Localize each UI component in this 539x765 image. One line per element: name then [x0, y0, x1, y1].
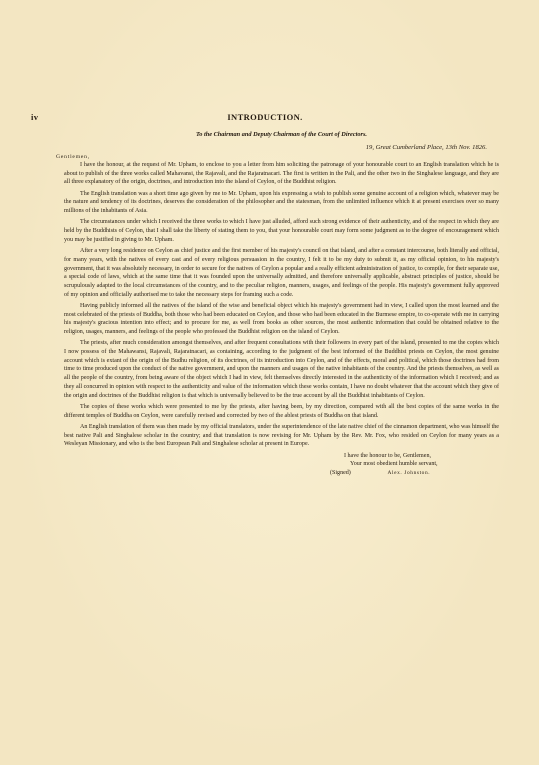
letter-body [64, 161, 499, 449]
paragraph: An English translation of them was then made by my official translators, under the superintendence of the late native chief of the cinnamon department, who was himself the best native Pali and Singhalese scholar in the country; and that translation is now revising for Mr. Upham by the Rev. Mr. Fox, who resided on Ceylon for many years as a Wesleyan Missionary, and who is the best European Pali and Singhalese scholar at present in Europe. [64, 423, 499, 448]
signer-name: Alex. Johnston. [387, 469, 431, 476]
paragraph: Having publicly informed all the natives of the island of the wise and beneficial object which his majesty's government had in view, I called upon the most learned and the most celebrated of the priests of Buddha, both those who had been educated on Ceylon, and those who had been educated in the Burmese empire, to co-operate with me in carrying his majesty's gracious intention into effect; and to procure for me, as well from books as other sources, the most authentic information that could be obtained relative to the religion, usages, manners, and feelings of the people who professed the Buddhist religion on the island of Ceylon. [64, 302, 499, 336]
signature-line [64, 469, 499, 478]
running-head-title: INTRODUCTION. [227, 112, 303, 122]
letter-dateline: 19, Great Cumberland Place, 13th Nov. 1826. [365, 144, 487, 151]
paragraph: I have the honour, at the request of Mr. Upham, to enclose to you a letter from him soliciting the patronage of your honourable court to an English translation which he is about to publish of the three works called Mahavansi, the Rajavali, and the Rajaratnacari. The first is written in the Pali, and the other two in the Singhalese language, and they are all three explanatory of the origin, doctrines, and introduction into the island of Ceylon, of the Buddhist religion. [64, 162, 499, 186]
paragraph: After a very long residence on Ceylon as chief justice and the first member of his majesty's council on that island, and after a constant intercourse, both literally and official, for many years, with the natives of every cast and of every religious persuasion in the country, I felt it to be my duty to submit it, as my official opinion, to his majesty's government, that it was absolutely necessary, in order to secure for the natives of Ceylon a popular and a really efficient administration of justice, to compile, for their separate use, a special code of laws, which at the same time that it was founded upon the universally admitted, and therefore universally applicable, abstract principles of justice, should be scrupulously adapted to the local circumstances of the country, and to the peculiar religion, manners, usages, and feelings of the people. His majesty's government fully approved of my opinion and officially authorised me to take the necessary steps for framing such a code. [64, 248, 499, 298]
page-number: iv [31, 112, 39, 122]
paragraph: The English translation was a short time ago given by me to Mr. Upham, upon his expressing a wish to publish some genuine account of a religion which, whatever may be the nature and tendency of its doctrines, deserves the consideration of the philosopher and the statesman, from the unlimited influence which it at present exercises over so many millions of the inhabitants of Asia. [64, 190, 499, 215]
letter-salutation: Gentlemen, [56, 154, 90, 160]
paragraph: The priests, after much consideration amongst themselves, and after frequent consultations with their followers in every part of the island, presented to me the copies which I now possess of the Mahawansi, Rajavali, Rajaratnacari, as containing, according to the judgment of the best informed of the Buddhist priests on Ceylon, the most genuine account which is extant of the origin of the Budhu religion, of its doctrines, of its introduction into Ceylon, and of the effects, moral and political, which those doctrines had from time to time produced upon the conduct of the native government, and upon the manners and usages of the native inhabitants of the country. And the priests themselves, as well as all the people of the country, from being aware of the object which I had in view, felt themselves directly interested in the authenticity of the information which I received; and as they all concurred in opinion with respect to the authenticity and value of the information which these works contain, I have no doubt whatever that the account which they give of the origin and doctrines of the Buddhist religion is that which is universally believed to be the true account by all the Buddhist inhabitants of Ceylon. [64, 340, 499, 399]
letter-address: To the Chairman and Deputy Chairman of the Court of Directors. [195, 131, 368, 138]
letter-closing [64, 452, 499, 478]
closing-line: I have the honour to be, Gentlemen, [344, 452, 431, 459]
closing-line: Your most obedient humble servant, [350, 461, 438, 468]
paragraph: The copies of these works which were presented to me by the priests, after having been, by my direction, compared with all the best copies of the same works in the different temples of Buddha on Ceylon, were carefully revised and corrected by two of the ablest priests of Buddha on that island. [64, 403, 499, 419]
signed-label: (Signed) [330, 469, 351, 476]
paragraph: The circumstances under which I received the three works to which I have just alluded, afford such strong evidence of their authenticity, and of the respect in which they are held by the Buddhists of Ceylon, that I shall take the liberty of stating them to you, that your honourable court may form some judgment as to the degree of encouragement which you may be justified in giving to Mr. Upham. [64, 219, 499, 243]
running-head [31, 112, 499, 122]
